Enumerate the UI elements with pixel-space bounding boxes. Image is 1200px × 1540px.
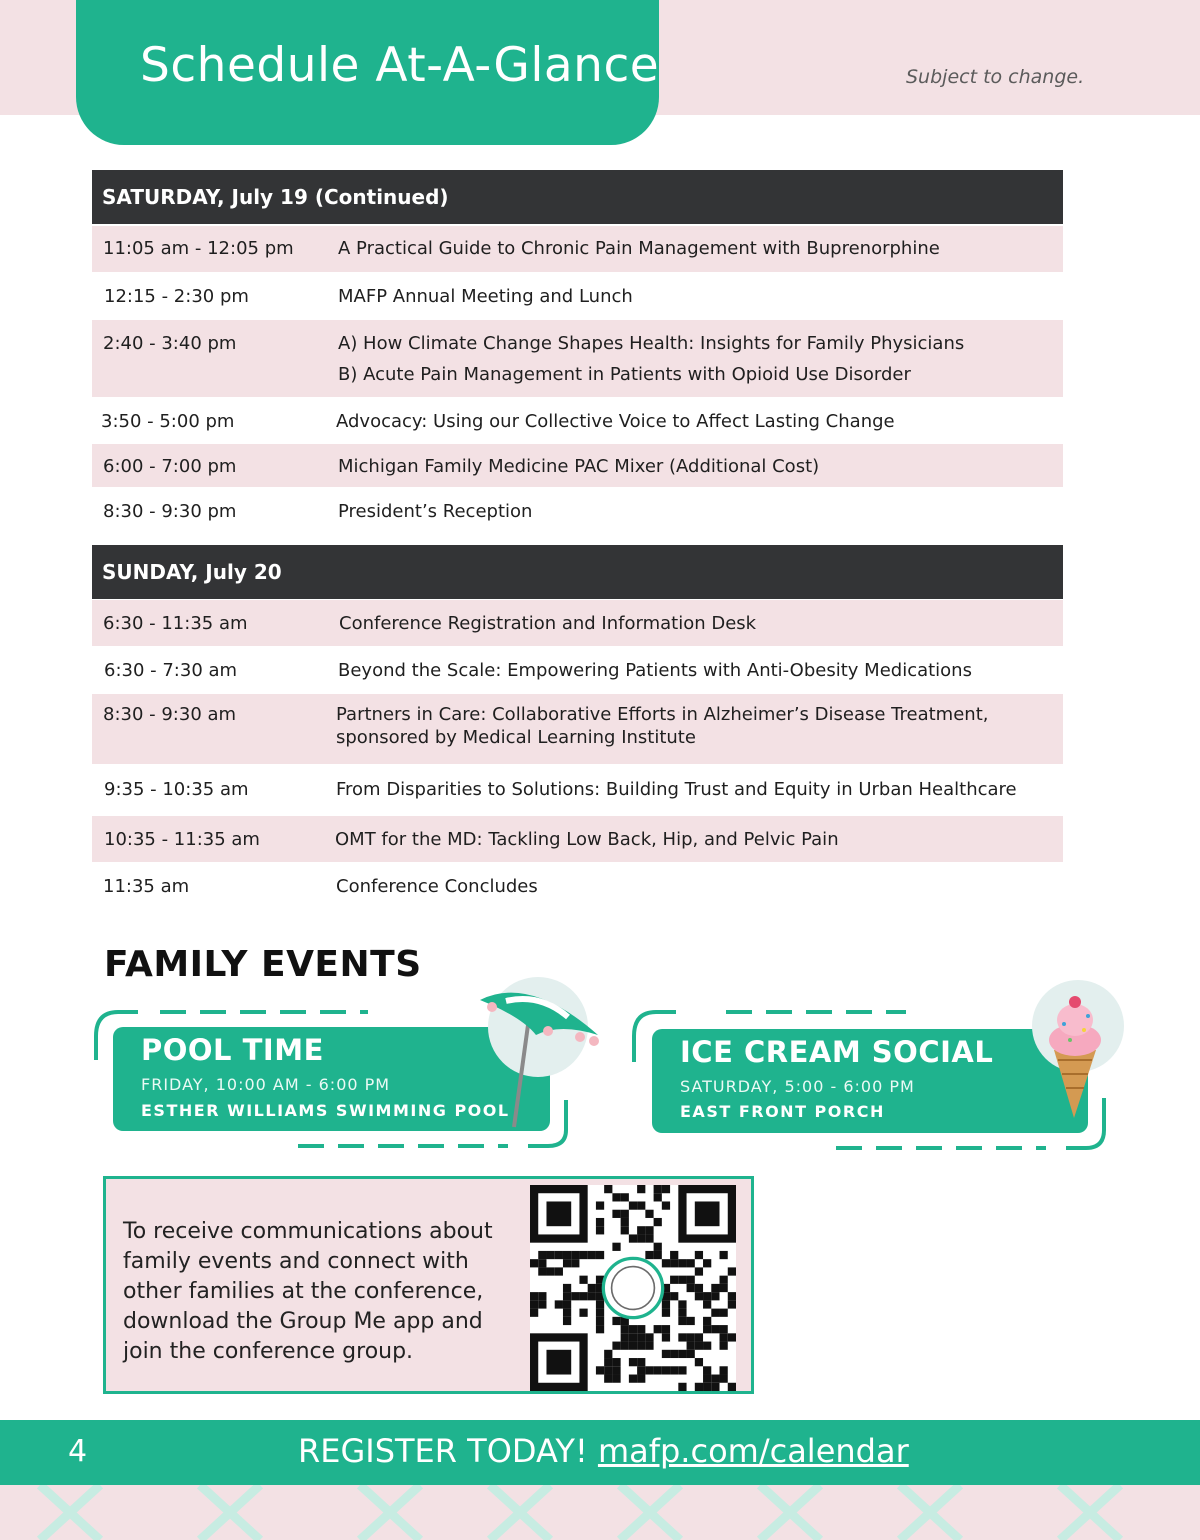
calendar-link[interactable]: mafp.com/calendar xyxy=(597,1432,909,1470)
row-event: A) How Climate Change Shapes Health: Insights for Family Physicians xyxy=(338,333,965,354)
event-where: ESTHER WILLIAMS SWIMMING POOL xyxy=(141,1101,510,1120)
row-time: 10:35 - 11:35 am xyxy=(104,829,260,850)
row-time: 11:05 am - 12:05 pm xyxy=(103,238,294,259)
footer-pattern xyxy=(0,1485,1200,1540)
event-when: FRIDAY, 10:00 AM - 6:00 PM xyxy=(141,1075,391,1094)
table-row xyxy=(92,764,1063,816)
page-number: 4 xyxy=(68,1434,88,1469)
table-row xyxy=(92,272,1063,320)
table-row xyxy=(92,816,1063,862)
row-time: 6:00 - 7:00 pm xyxy=(103,456,237,477)
qr-code-icon[interactable] xyxy=(530,1185,736,1391)
footer-bar xyxy=(0,1420,1200,1485)
group-me-info-text: To receive communications about family events and connect with other families at the conference, download the Group Me app and join the conference group. xyxy=(123,1219,493,1364)
table-row xyxy=(92,226,1063,272)
page-title: Schedule At-A-Glance xyxy=(140,38,660,93)
table-row xyxy=(92,600,1063,646)
row-time: 12:15 - 2:30 pm xyxy=(104,286,249,307)
register-label: REGISTER TODAY! xyxy=(298,1432,588,1470)
row-time: 11:35 am xyxy=(103,876,190,897)
row-time: 6:30 - 11:35 am xyxy=(103,613,248,634)
lattice-pattern xyxy=(0,1485,1200,1540)
row-event: Conference Concludes xyxy=(336,876,538,897)
ice-cream-cone-icon xyxy=(1020,978,1128,1128)
register-callout xyxy=(298,1432,909,1470)
title-tab xyxy=(76,0,659,145)
table-row xyxy=(92,397,1063,444)
group-me-info-box xyxy=(103,1176,754,1394)
row-event: President’s Reception xyxy=(338,501,533,522)
table-row xyxy=(92,444,1063,487)
row-event-secondary: sponsored by Medical Learning Institute xyxy=(336,727,696,748)
event-name: ICE CREAM SOCIAL xyxy=(680,1035,994,1069)
event-name: POOL TIME xyxy=(141,1033,324,1067)
row-event: Conference Registration and Information Desk xyxy=(339,613,757,634)
table-row xyxy=(92,320,1063,397)
row-event: Beyond the Scale: Empowering Patients with Anti-Obesity Medications xyxy=(338,660,972,681)
row-event: A Practical Guide to Chronic Pain Management with Buprenorphine xyxy=(338,238,940,259)
event-where: EAST FRONT PORCH xyxy=(680,1102,885,1121)
row-event: OMT for the MD: Tackling Low Back, Hip, and Pelvic Pain xyxy=(335,829,839,850)
row-time: 9:35 - 10:35 am xyxy=(104,779,249,800)
row-event: Partners in Care: Collaborative Efforts in Alzheimer’s Disease Treatment, xyxy=(336,704,989,725)
table-row xyxy=(92,487,1063,537)
saturday-header: SATURDAY, July 19 (Continued) xyxy=(92,170,1063,224)
row-event: Advocacy: Using our Collective Voice to Affect Lasting Change xyxy=(336,411,895,432)
row-event-secondary: B) Acute Pain Management in Patients with Opioid Use Disorder xyxy=(338,364,911,385)
row-time: 6:30 - 7:30 am xyxy=(104,660,238,681)
table-row xyxy=(92,862,1063,910)
row-event: Michigan Family Medicine PAC Mixer (Additional Cost) xyxy=(338,456,820,477)
row-time: 8:30 - 9:30 pm xyxy=(103,501,237,522)
subject-to-change-note: Subject to change. xyxy=(906,66,1085,88)
row-time: 8:30 - 9:30 am xyxy=(103,704,237,725)
row-time: 3:50 - 5:00 pm xyxy=(101,411,235,432)
family-events-title: FAMILY EVENTS xyxy=(104,944,422,985)
table-row xyxy=(92,646,1063,694)
event-when: SATURDAY, 5:00 - 6:00 PM xyxy=(680,1077,915,1096)
table-row xyxy=(92,694,1063,764)
row-event: MAFP Annual Meeting and Lunch xyxy=(338,286,633,307)
row-event: From Disparities to Solutions: Building Trust and Equity in Urban Healthcare xyxy=(336,779,1017,800)
beach-umbrella-icon xyxy=(470,975,605,1135)
sunday-header: SUNDAY, July 20 xyxy=(92,545,1063,599)
row-time: 2:40 - 3:40 pm xyxy=(103,333,237,354)
